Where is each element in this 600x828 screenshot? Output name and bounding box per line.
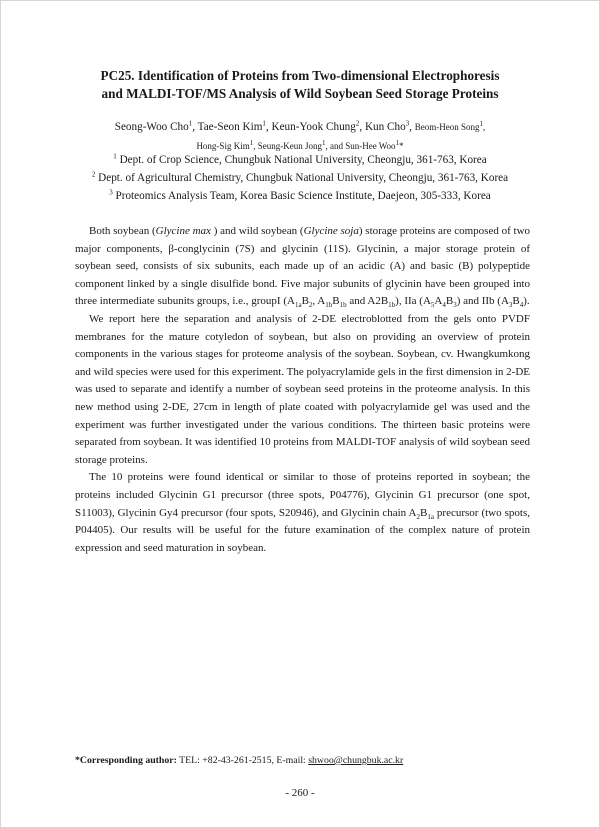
affiliation-text: Dept. of Agricultural Chemistry, Chungbuk National University, Cheongju, 361-763, Korea	[95, 172, 509, 184]
abstract-body	[75, 223, 530, 557]
text-run: B	[445, 295, 454, 308]
text-run: ) storage proteins are composed of two major components, β-conglycinin (7S) and glycinin (11S). Glycinin, a major storage protein of soybean seed, consists of six subunits, each made up of an acidic (A) and basic (B) polypeptide component linked by a single disulfide bond. Five major subunits of glycinin have been grouped into three intermediate subunits groups, i.e., groupI (A	[75, 225, 531, 308]
text-run: B	[301, 295, 309, 308]
text-run: ) and wild soybean (	[210, 225, 304, 237]
author	[272, 121, 365, 133]
text-run: and A2B	[346, 295, 389, 308]
title-line-2: and MALDI-TOF/MS Analysis of Wild Soybean Seed Storage Proteins	[101, 86, 499, 101]
subscript: 1b	[388, 301, 396, 310]
affiliation-text: Dept. of Crop Science, Chungbuk National University, Cheongju, 361-763, Korea	[116, 154, 487, 166]
author-name: Beom-Heon Song	[414, 122, 480, 132]
author-affiliation-mark: 1	[321, 139, 326, 147]
author-separator: ,	[359, 121, 365, 133]
author-separator: , and	[325, 141, 346, 151]
affiliation	[61, 187, 539, 205]
author-name: Seong-Woo Cho	[114, 121, 189, 133]
author-separator: ,	[483, 122, 486, 132]
text-run: ) and IIb (A	[456, 295, 509, 308]
author	[196, 141, 257, 151]
affiliation-list	[61, 151, 539, 205]
subscript: 1a	[427, 512, 434, 521]
subscript: 3	[508, 301, 513, 310]
abstract-paragraph	[75, 311, 530, 469]
author-affiliation-mark: 3	[405, 119, 410, 128]
affiliation	[61, 151, 539, 169]
author-affiliation-mark: 1	[479, 120, 484, 128]
author-separator: *	[399, 141, 404, 151]
author-affiliation-mark: 1	[188, 119, 193, 128]
text-run: , A	[312, 295, 326, 308]
subscript: 4	[519, 301, 524, 310]
text-run: B	[332, 295, 340, 308]
author	[415, 122, 486, 132]
author	[365, 121, 415, 133]
text-run: Both soybean (	[89, 225, 156, 237]
text-run: precursor (two spots, P04405). Our results will be useful for the future examination of the complex nature of protein expression and seed maturation in soybean.	[75, 506, 530, 554]
affiliation-number: 2	[91, 170, 96, 179]
author	[345, 141, 403, 151]
subscript: 1b	[339, 301, 347, 310]
text-run: B	[512, 295, 520, 308]
author-name: Sun-Hee Woo	[345, 141, 396, 151]
affiliation-number: 1	[113, 152, 117, 161]
subscript: 4	[442, 301, 446, 310]
subscript: 2	[416, 512, 420, 521]
author-affiliation-mark: 1	[249, 139, 254, 147]
subscript: 3	[453, 301, 457, 310]
corresponding-author-contact: TEL: +82-43-261-2515, E-mail:	[176, 755, 309, 766]
corresponding-author-email[interactable]: shwoo@chungbuk.ac.kr	[308, 755, 404, 766]
author-name: Keun-Yook Chung	[271, 121, 356, 133]
text-run: ), IIa (A	[395, 295, 431, 308]
author	[258, 141, 346, 151]
abstract-paragraph	[75, 223, 530, 311]
author	[198, 121, 272, 133]
author-name: Hong-Sig Kim	[196, 141, 250, 151]
species-name: Glycine soja	[303, 225, 359, 237]
author-affiliation-mark: 2	[355, 119, 360, 128]
author-name: Seung-Keun Jong	[257, 141, 322, 151]
text-run: We report here the separation and analysis of 2-DE electroblotted from the gels onto PVDF membranes for the mature cotyledon of soybean, but also on providing an overview of protein components in the various stages for proteome analysis of the soybean. Soybean, cv. Hwangkumkong and wild species were used for this experiment. The polyacrylamide gels in the first dimension in 2-DE was used to separate and identify a number of soybean seed proteins in the proteome analysis. In this new method using 2-DE, 27cm in length of plate coated with polyacrylamide gel was used and the experiment was further investigated under the various conditions. The thirteen basic proteins were separated from soybean. It was identified 10 proteins from MALDI-TOF analysis of wild soybean seed storage proteins.	[75, 312, 530, 466]
author	[115, 121, 198, 133]
subscript: 5	[430, 301, 435, 310]
author-line-1	[61, 118, 539, 137]
corresponding-author-label: *Corresponding author:	[75, 755, 177, 766]
title-line-1: PC25. Identification of Proteins from Two-dimensional Electrophoresis	[100, 68, 500, 83]
affiliation	[61, 169, 539, 187]
author-separator: ,	[253, 141, 258, 151]
subscript: 1a	[294, 301, 302, 310]
affiliation-text: Proteomics Analysis Team, Korea Basic Science Institute, Daejeon, 305-333, Korea	[112, 190, 491, 202]
author-name: Kun Cho	[364, 121, 406, 133]
text-run: A	[434, 295, 443, 308]
abstract-paragraph	[75, 469, 530, 557]
author-separator: ,	[409, 121, 415, 133]
species-name: Glycine max	[155, 225, 211, 237]
author-affiliation-mark: 1	[395, 139, 400, 147]
paper-title	[41, 67, 559, 103]
text-run: B	[419, 506, 428, 519]
affiliation-number: 3	[109, 188, 113, 197]
corresponding-author	[75, 755, 403, 766]
subscript: 2	[308, 301, 313, 310]
author-affiliation-mark: 1	[262, 119, 266, 128]
author-name: Tae-Seon Kim	[197, 121, 263, 133]
text-run: The 10 proteins were found identical or similar to those of proteins reported in soybean; the proteins included Glycinin G1 precursor (three spots, P04776), Glycinin G1 precursor (one spot, S11003), Glycinin Gy4 precursor (four spots, S20946), and Glycinin chain A	[75, 471, 530, 519]
subscript: 1b	[325, 301, 333, 310]
text-run: ).	[523, 295, 530, 308]
author-separator: ,	[265, 121, 272, 133]
page-number: - 260 -	[285, 787, 315, 799]
author-separator: ,	[192, 121, 198, 133]
